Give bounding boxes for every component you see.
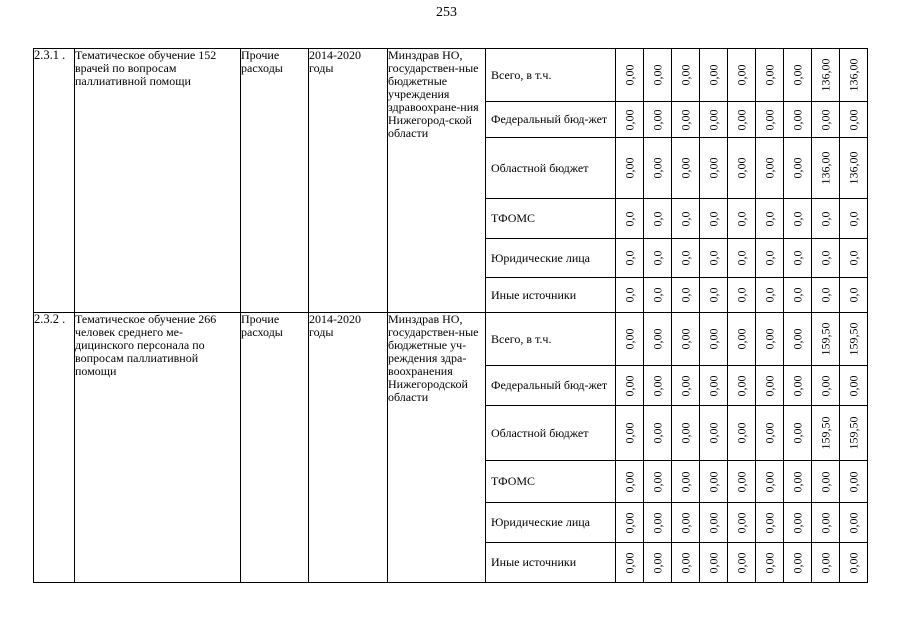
value-cell [728,503,756,543]
value-cell [644,199,672,239]
value-text: 0,00 [678,328,692,350]
value-cell [644,366,672,406]
value-text: 0,0 [818,287,832,303]
value-cell [700,543,728,583]
value-text: 0,00 [790,471,804,492]
funding-source: Юридические лица [486,503,616,543]
value-cell [784,503,812,543]
value-cell [840,102,868,138]
value-text: 0,0 [846,250,860,266]
value-text: 0,00 [818,471,832,492]
value-cell [644,461,672,503]
value-cell [784,543,812,583]
value-text: 0,00 [734,64,748,86]
value-cell [616,503,644,543]
value-cell [756,102,784,138]
value-cell [700,138,728,199]
value-cell [616,239,644,278]
value-cell [756,199,784,239]
value-cell [812,543,840,583]
value-text: 0,0 [678,250,692,266]
value-text: 0,00 [622,422,636,444]
value-text: 0,00 [706,375,720,396]
value-cell [812,313,840,366]
value-cell [616,406,644,461]
value-cell [616,102,644,138]
value-text: 0,00 [650,552,664,573]
value-text: 0,0 [706,250,720,266]
value-text: 0,00 [790,64,804,86]
value-text: 0,00 [762,109,776,130]
value-cell [672,543,700,583]
value-cell [616,461,644,503]
item-code: 2.3.2 . [34,313,75,583]
value-cell [784,406,812,461]
value-cell [700,199,728,239]
value-cell [616,313,644,366]
value-cell [756,406,784,461]
value-text: 0,0 [622,211,636,226]
funding-source: Всего, в т.ч. [486,49,616,102]
value-cell [840,543,868,583]
value-text: 0,00 [706,512,720,533]
item-description: Тематическое обучение 152 врачей по вопросам паллиативной помощи [75,49,241,313]
value-cell [700,503,728,543]
value-cell [812,138,840,199]
value-text: 0,0 [790,250,804,266]
value-text: 0,00 [678,512,692,533]
value-text: 0,00 [790,375,804,396]
value-text: 136,00 [846,58,860,92]
value-text: 0,00 [706,422,720,444]
value-text: 0,0 [846,211,860,226]
value-text: 159,50 [846,322,860,356]
executor: Минздрав НО, государствен-ные бюджетные уч-реждения здра-воохранения Нижегородской области [388,313,486,583]
value-cell [784,278,812,313]
value-cell [672,366,700,406]
value-text: 0,0 [650,250,664,266]
value-cell [756,49,784,102]
value-cell [812,461,840,503]
value-cell [784,102,812,138]
value-text: 0,00 [734,157,748,179]
value-cell [700,366,728,406]
value-text: 0,00 [678,64,692,86]
value-text: 0,0 [734,250,748,266]
value-text: 0,00 [734,375,748,396]
value-cell [700,313,728,366]
value-cell [840,278,868,313]
value-text: 0,00 [622,64,636,86]
funding-source: Областной бюджет [486,138,616,199]
value-cell [728,239,756,278]
value-cell [616,199,644,239]
value-cell [840,49,868,102]
value-cell [644,406,672,461]
value-cell [644,239,672,278]
value-cell [700,102,728,138]
period: 2014-2020 годы [309,49,388,313]
value-cell [644,543,672,583]
value-text: 0,0 [650,287,664,303]
value-cell [728,543,756,583]
value-text: 0,00 [790,552,804,573]
value-text: 0,00 [650,64,664,86]
funding-source: Федеральный бюд-жет [486,102,616,138]
value-cell [812,278,840,313]
value-text: 0,00 [650,375,664,396]
funding-source: Федеральный бюд-жет [486,366,616,406]
value-cell [700,406,728,461]
value-cell [728,199,756,239]
value-text: 0,00 [650,422,664,444]
funding-source: Всего, в т.ч. [486,313,616,366]
value-cell [784,199,812,239]
value-text: 0,00 [762,328,776,350]
value-text: 0,00 [790,512,804,533]
value-cell [812,102,840,138]
budget-table [33,48,868,583]
value-cell [672,199,700,239]
item-description: Тематическое обучение 266 человек среднего ме-дицинского персонала по вопросам паллиативной помощи [75,313,241,583]
value-cell [616,138,644,199]
value-cell [672,313,700,366]
value-text: 0,00 [622,512,636,533]
value-text: 0,00 [706,157,720,179]
value-text: 0,0 [790,211,804,226]
value-text: 0,0 [622,287,636,303]
value-text: 0,00 [762,552,776,573]
value-text: 0,00 [762,422,776,444]
value-cell [840,138,868,199]
value-cell [644,49,672,102]
value-cell [840,366,868,406]
value-cell [644,313,672,366]
value-text: 0,0 [790,287,804,303]
page-number: 253 [436,5,457,20]
value-text: 159,50 [818,416,832,450]
value-text: 0,00 [790,422,804,444]
value-text: 0,00 [622,328,636,350]
value-cell [756,313,784,366]
value-text: 0,00 [734,471,748,492]
value-cell [784,461,812,503]
value-text: 0,00 [622,157,636,179]
value-text: 0,0 [734,211,748,226]
value-cell [784,313,812,366]
value-cell [784,366,812,406]
value-cell [812,503,840,543]
funding-source: Областной бюджет [486,406,616,461]
value-text: 0,00 [790,109,804,130]
value-cell [728,406,756,461]
value-text: 0,0 [846,287,860,303]
value-cell [728,278,756,313]
value-cell [672,278,700,313]
value-text: 0,00 [734,552,748,573]
value-text: 0,0 [650,211,664,226]
value-cell [728,49,756,102]
funding-source: Юридические лица [486,239,616,278]
value-cell [756,461,784,503]
expense-type: Прочие расходы [241,313,309,583]
value-text: 0,00 [734,109,748,130]
value-text: 159,50 [846,416,860,450]
value-text: 0,00 [650,109,664,130]
value-text: 0,00 [734,422,748,444]
value-cell [700,49,728,102]
value-text: 0,00 [622,471,636,492]
value-cell [728,138,756,199]
value-cell [756,278,784,313]
value-cell [840,313,868,366]
value-cell [672,102,700,138]
value-text: 0,00 [678,422,692,444]
value-cell [812,49,840,102]
value-cell [700,278,728,313]
value-text: 0,00 [650,471,664,492]
value-text: 136,00 [818,58,832,92]
period: 2014-2020 годы [309,313,388,583]
value-text: 0,00 [706,552,720,573]
funding-source: ТФОМС [486,461,616,503]
value-text: 0,00 [846,552,860,573]
value-text: 0,00 [818,375,832,396]
value-text: 0,00 [846,471,860,492]
value-text: 136,00 [818,151,832,185]
value-text: 0,0 [762,287,776,303]
value-text: 0,0 [678,211,692,226]
value-text: 0,00 [762,512,776,533]
value-cell [840,461,868,503]
value-text: 0,0 [678,287,692,303]
value-cell [644,503,672,543]
value-cell [840,503,868,543]
value-text: 0,00 [818,512,832,533]
value-text: 0,00 [818,552,832,573]
value-text: 0,0 [762,211,776,226]
value-text: 0,0 [734,287,748,303]
value-text: 0,00 [734,328,748,350]
value-text: 0,00 [650,328,664,350]
value-text: 0,00 [678,471,692,492]
value-text: 0,00 [650,512,664,533]
value-text: 0,00 [762,157,776,179]
value-text: 0,00 [678,109,692,130]
value-cell [616,366,644,406]
value-cell [840,199,868,239]
value-text: 0,00 [818,109,832,130]
table-row [34,49,868,102]
value-text: 0,0 [818,250,832,266]
value-cell [672,239,700,278]
value-text: 0,00 [706,109,720,130]
value-text: 0,00 [790,157,804,179]
value-cell [644,278,672,313]
value-text: 0,0 [818,211,832,226]
value-cell [728,366,756,406]
value-text: 0,00 [622,109,636,130]
value-cell [672,138,700,199]
value-text: 0,0 [706,211,720,226]
value-text: 0,00 [706,64,720,86]
value-text: 0,00 [706,471,720,492]
value-cell [784,138,812,199]
value-text: 0,00 [846,375,860,396]
value-cell [756,543,784,583]
value-text: 0,00 [762,375,776,396]
value-cell [616,49,644,102]
value-text: 0,0 [762,250,776,266]
value-cell [812,239,840,278]
value-cell [784,49,812,102]
value-text: 0,0 [706,287,720,303]
funding-source: Иные источники [486,278,616,313]
value-text: 0,00 [678,552,692,573]
value-cell [728,313,756,366]
value-text: 0,00 [706,328,720,350]
value-cell [728,102,756,138]
value-cell [672,461,700,503]
value-cell [672,406,700,461]
value-cell [616,278,644,313]
value-cell [728,461,756,503]
expense-type: Прочие расходы [241,49,309,313]
value-text: 136,00 [846,151,860,185]
value-text: 0,00 [790,328,804,350]
value-text: 0,00 [734,512,748,533]
value-text: 0,00 [678,157,692,179]
value-text: 0,00 [650,157,664,179]
value-text: 0,00 [762,471,776,492]
value-text: 0,00 [622,552,636,573]
value-cell [840,239,868,278]
value-cell [644,138,672,199]
value-cell [700,239,728,278]
value-cell [756,503,784,543]
funding-source: Иные источники [486,543,616,583]
value-cell [812,406,840,461]
value-cell [784,239,812,278]
value-cell [756,138,784,199]
value-cell [756,239,784,278]
value-cell [812,199,840,239]
value-cell [644,102,672,138]
value-text: 0,00 [762,64,776,86]
value-text: 0,00 [678,375,692,396]
value-cell [840,406,868,461]
value-cell [672,503,700,543]
table-row [34,313,868,366]
value-text: 0,00 [846,512,860,533]
value-cell [756,366,784,406]
value-cell [616,543,644,583]
funding-source: ТФОМС [486,199,616,239]
value-cell [700,461,728,503]
value-cell [672,49,700,102]
value-text: 0,0 [622,250,636,266]
value-text: 0,00 [846,109,860,130]
value-text: 0,00 [622,375,636,396]
value-cell [812,366,840,406]
value-text: 159,50 [818,322,832,356]
item-code: 2.3.1 . [34,49,75,313]
executor: Минздрав НО, государствен-ные бюджетные учреждения здравоохране-ния Нижегород-ской области [388,49,486,313]
